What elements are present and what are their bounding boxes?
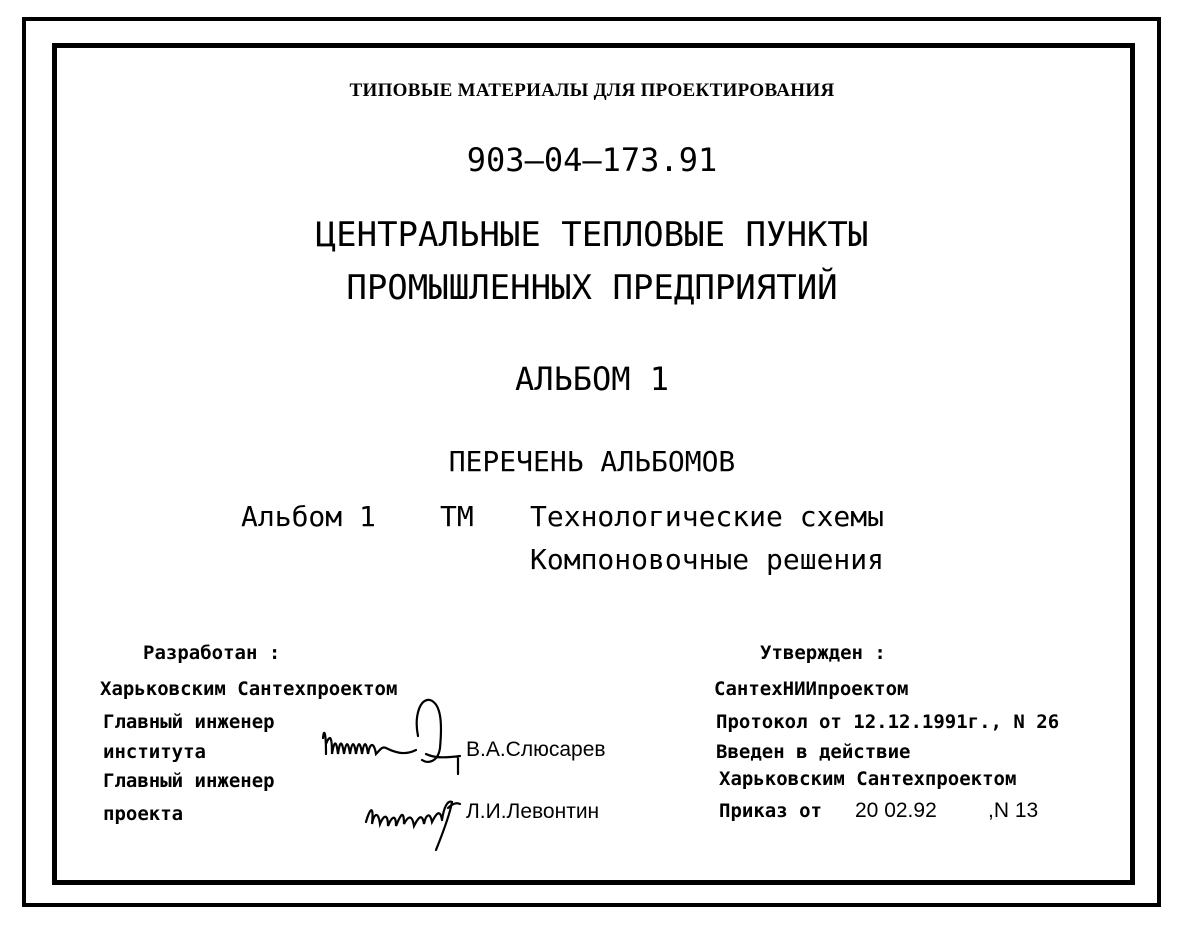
album-list-mark: ТМ — [440, 500, 474, 533]
approved-order-label: Приказ от — [719, 800, 822, 822]
person2-name: Л.И.Левонтин — [466, 800, 600, 823]
album-list-line-2: Компоновочные решения — [530, 543, 885, 576]
developed-label: Разработан : — [143, 642, 281, 664]
approved-enacted-by: Харьковским Сантехпроектом — [719, 768, 1017, 790]
approved-enacted: Введен в действие — [716, 741, 911, 763]
album-number: АЛЬБОМ 1 — [514, 360, 670, 398]
approved-label: Утвержден : — [760, 642, 886, 664]
signature-2 — [360, 780, 470, 855]
document-code: 903–04–173.91 — [466, 141, 718, 179]
approved-order-date: 20 02.92 — [855, 799, 937, 822]
developed-role1-line2: института — [103, 741, 206, 763]
approved-org: СантехНИИпроектом — [714, 678, 909, 700]
developed-role2-line2: проекта — [103, 803, 184, 825]
person1-name: В.А.Слюсарев — [466, 738, 606, 761]
approved-protocol: Протокол от 12.12.1991г., N 26 — [716, 711, 1060, 733]
developed-role2-line1: Главный инженер — [103, 770, 275, 792]
album-list-line-1: Технологические схемы — [530, 500, 885, 533]
album-list-heading: ПЕРЕЧЕНЬ АЛЬБОМОВ — [448, 445, 736, 478]
signature-1 — [318, 696, 463, 776]
series-title: ТИПОВЫЕ МАТЕРИАЛЫ ДЛЯ ПРОЕКТИРОВАНИЯ — [349, 80, 835, 101]
album-list-album: Альбом 1 — [241, 500, 376, 533]
approved-order-number: ,N 13 — [988, 799, 1039, 822]
developed-org: Харьковским Сантехпроектом — [100, 678, 398, 700]
title-line-1: ЦЕНТРАЛЬНЫЕ ТЕПЛОВЫЕ ПУНКТЫ — [315, 215, 869, 255]
developed-role1-line1: Главный инженер — [103, 711, 275, 733]
title-line-2: ПРОМЫШЛЕННЫХ ПРЕДПРИЯТИЙ — [346, 268, 838, 308]
